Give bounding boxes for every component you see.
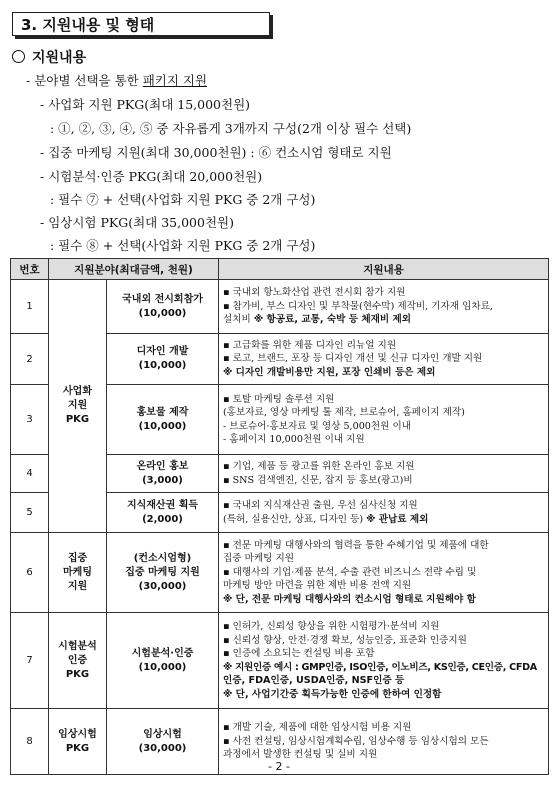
field-name-line: 홍보물 제작 [136,406,189,418]
field-name-line: 임상시험 [143,728,182,740]
field-name-line: (컨소시엄형) [133,552,192,564]
field-content [219,385,549,455]
content-note: 인증, FDA인증, USDA인증, NSF인증 등 [223,675,405,686]
field-content [219,533,549,613]
content-line: - 홈페이지 10,000천원 이내 지원 [223,434,365,445]
content-line: ▪ 신뢰성 향상, 안전·경쟁 확보, 성능인증, 표준화 인증지원 [223,634,467,646]
field-amount: (30,000) [138,742,187,754]
body-line-1b-underlined: 패키지 지원 [142,73,208,88]
content-note: ※ 관납료 제외 [366,513,429,525]
body-line-5: - 시험분석·인증 PKG(최대 20,000천원) [40,169,263,184]
body-line-1a: - 분야별 선택을 통한 [26,73,143,88]
field-name [107,493,219,533]
content-line: ▪ 참가비, 부스 디자인 및 부착물(현수막) 제작비, 기자재 임차료, [223,300,493,312]
field-name-line: 지식재산권 획득 [126,499,199,511]
field-amount: (10,000) [138,420,187,432]
circle-bullet-icon [12,50,25,63]
category-mkt-line: 집중 [67,552,88,564]
field-amount: (10,000) [138,307,187,319]
subsection-title-text: 지원내용 [32,50,87,66]
field-content [219,280,549,334]
field-amount: (10,000) [138,661,187,673]
content-line-part: 설치비 [223,314,254,326]
row-number: 6 [11,533,49,613]
support-table [10,258,549,775]
category-biz [49,280,107,533]
row-number: 8 [11,709,49,775]
row-number: 5 [11,493,49,533]
body-line-1 [26,71,207,89]
body-line-3: : ①, ②, ③, ④, ⑤ 중 자유롭게 3개까지 구성(2개 이상 필수 선택) [50,121,412,136]
header-field: 지원분야(최대금액, 천원) [49,259,219,280]
field-amount: (3,000) [142,474,183,486]
field-name [107,334,219,385]
category-biz-line: 지원 [67,400,88,411]
content-line [223,513,544,527]
field-name [107,533,219,613]
field-amount: (30,000) [138,580,187,592]
body-line-8: : 필수 ⑧ + 선택(사업화 지원 PKG 중 2개 구성) [50,238,316,253]
table-row [11,613,549,709]
category-biz-line: PKG [65,414,90,425]
field-amount: (10,000) [138,360,187,371]
content-note: ※ 단, 전문 마케팅 대행사와의 컨소시엄 형태로 지원해야 함 [223,593,476,605]
content-line: ▪ 기업, 제품 등 광고를 위한 온라인 홍보 지원 [223,461,415,472]
field-name-line: 국내외 전시회참가 [122,293,203,305]
content-line: ▪ 대행사의 기업·제품 분석, 수출 관련 비즈니스 전략 수립 및 [223,566,477,578]
category-biz-line: 사업화 [63,386,92,397]
category-test-line: PKG [65,668,90,680]
field-name-line: 디자인 개발 [136,346,189,357]
content-line: ▪ 국내외 항노화산업 관련 전시회 참가 지원 [223,287,406,299]
content-line: ▪ 국내외 지식재산권 출원, 우선 심사신청 지원 [223,500,418,511]
field-name [107,613,219,709]
body-line-2: - 사업화 지원 PKG(최대 15,000천원) [40,97,251,112]
body-line-7: - 임상시험 PKG(최대 35,000천원) [40,215,234,230]
header-content: 지원내용 [219,259,549,280]
field-name-line: 집중 마케팅 지원 [125,566,200,578]
category-mkt-line: 마케팅 [63,566,92,578]
row-number: 2 [11,334,49,385]
content-line: 집중 마케팅 지원 [223,553,294,565]
table-header-row [11,259,549,280]
body-line-6: : 필수 ⑦ + 선택(사업화 지원 PKG 중 2개 구성) [50,192,316,207]
table-row [11,533,549,613]
content-line: ▪ 사전 컨설팅, 임상시험계획수립, 임상수행 등 임상시험의 모든 [223,735,489,747]
field-content [219,493,549,533]
content-line: ▪ 토탈 마케팅 솔루션 지원 [223,393,335,405]
field-content [219,613,549,709]
category-clin-line: 임상시험 [58,728,97,740]
content-line: ▪ 로고, 브랜드, 포장 등 디자인 개선 및 신규 디자인 개발 지원 [223,353,483,365]
content-note: ※ 항공료, 교통, 숙박 등 체재비 제외 [253,314,412,326]
field-name [107,385,219,455]
header-number: 번호 [11,259,49,280]
row-number: 7 [11,613,49,709]
row-number: 4 [11,455,49,493]
category-mkt-line: 지원 [67,580,88,592]
field-amount: (2,000) [142,513,183,525]
content-line: ▪ 고급화를 위한 제품 디자인 리뉴얼 지원 [223,339,397,351]
category-clin-line: PKG [65,742,90,754]
content-note: ※ 단, 사업기간중 획득가능한 인증에 한하여 인정함 [223,688,442,700]
category-test-line: 시험분석 [58,640,97,652]
category-test-line: 인증 [67,654,88,666]
content-line: ▪ 개발 기술, 제품에 대한 임상시험 비용 지원 [223,722,412,734]
content-note: ※ 디자인 개발비용만 지원, 포장 인쇄비 등은 제외 [223,366,436,378]
content-line: (홍보자료, 영상 마케팅 툴 제작, 브로슈어, 홈페이지 제작) [223,407,465,418]
field-content [219,334,549,385]
content-line: ▪ 인허가, 신뢰성 향상을 위한 시험평가·분석비 지원 [223,621,440,632]
category-mkt [49,533,107,613]
page-number: - 2 - [268,760,290,773]
row-number: 1 [11,280,49,334]
section-title: 3. 지원내용 및 형태 [12,12,270,36]
subsection-title [12,47,86,67]
field-name [107,280,219,334]
field-content [219,455,549,493]
content-line: ▪ SNS 검색엔진, 신문, 잡지 등 홍보(광고)비 [223,474,413,486]
row-number: 3 [11,385,49,455]
content-line-part: (특허, 실용신안, 상표, 디자인 등) [223,513,367,525]
content-line: ▪ 인증에 소요되는 컨설팅 비용 포함 [223,648,375,659]
content-line: ▪ 전문 마케팅 대행사와의 협력을 통한 수혜기업 및 제품에 대한 [223,539,489,551]
content-line: - 브로슈어·홍보자료 및 영상 5,000천원 이내 [223,420,412,432]
content-line: 마케팅 방안 마련을 위한 제반 비용 전액 지원 [223,580,412,592]
table-row [11,280,549,334]
content-line [223,313,544,327]
category-test [49,613,107,709]
field-name-line: 시험분석·인증 [131,647,194,659]
body-line-4: - 집중 마케팅 지원(최대 30,000천원) : ⑥ 컨소시엄 형태로 지원 [40,145,392,160]
content-note: ※ 지원인증 예시 : GMP인증, ISO인증, 이노비즈, KS인증, CE인증, CFDA [223,661,537,673]
field-name [107,455,219,493]
field-name-line: 온라인 홍보 [136,460,189,472]
content-line: 과정에서 발생한 컨설팅 및 실비 지원 [223,749,378,761]
